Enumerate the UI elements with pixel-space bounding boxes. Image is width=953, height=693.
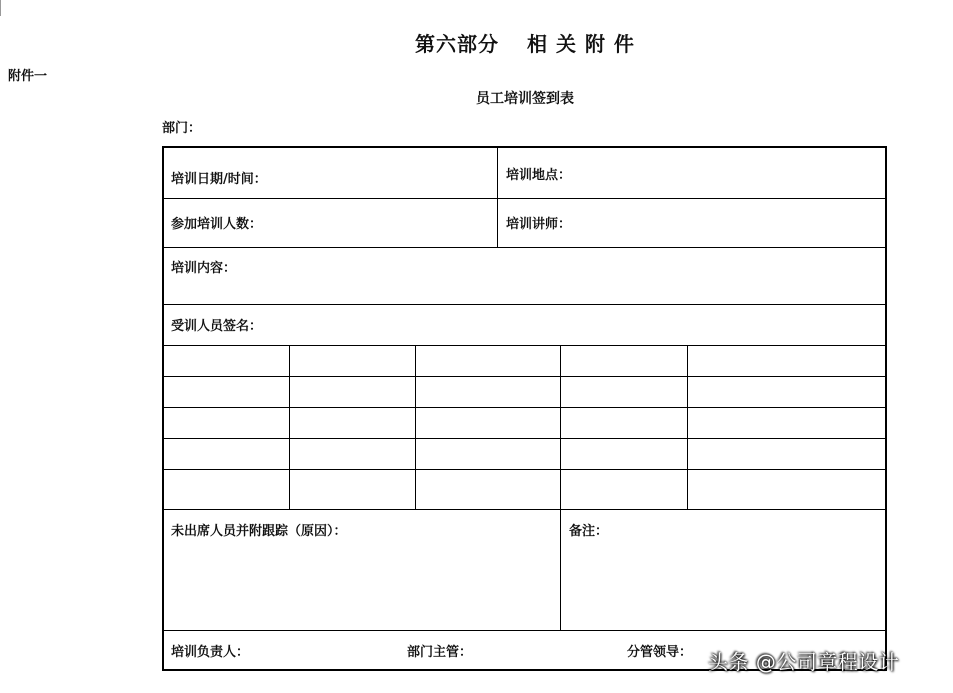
sign-in-form [162, 146, 887, 671]
form-rule [164, 247, 885, 248]
form-rule [164, 509, 885, 510]
trainer-label: 培训讲师： [506, 217, 572, 232]
form-rule [164, 345, 885, 346]
document-title-heading: 相 关 附 件 [527, 32, 635, 56]
training-lead-label: 培训负责人： [171, 645, 250, 660]
form-rule [164, 438, 885, 439]
division-leader-label: 分管领导： [627, 645, 693, 660]
signature-grid-rule [415, 345, 416, 509]
signature-grid-rule [560, 345, 561, 630]
participants-count-label: 参加培训人数： [171, 217, 263, 232]
form-title: 员工培训签到表 [476, 91, 574, 107]
remarks-label: 备注： [569, 524, 609, 539]
form-rule [164, 376, 885, 377]
signature-grid-rule [289, 345, 290, 509]
page-corner-mark [0, 0, 1, 16]
trainee-signature-label: 受训人员签名： [171, 319, 263, 334]
training-datetime-label: 培训日期/时间： [171, 172, 267, 187]
form-rule [164, 407, 885, 408]
absentees-label: 未出席人员并附跟踪（原因）： [171, 524, 347, 539]
form-rule [164, 198, 885, 199]
document-title [0, 28, 953, 57]
form-rule [164, 630, 885, 631]
training-content-label: 培训内容： [171, 261, 237, 276]
department-label: 部门： [162, 121, 202, 136]
training-location-label: 培训地点： [506, 168, 572, 183]
form-rule [164, 304, 885, 305]
watermark: 头条 @公司章程设计 [708, 650, 900, 674]
form-rule [497, 148, 498, 247]
signature-grid-rule [687, 345, 688, 509]
form-rule [164, 469, 885, 470]
document-title-part: 第六部分 [415, 32, 500, 56]
annex-label: 附件一 [8, 69, 48, 84]
dept-manager-label: 部门主管： [407, 645, 473, 660]
